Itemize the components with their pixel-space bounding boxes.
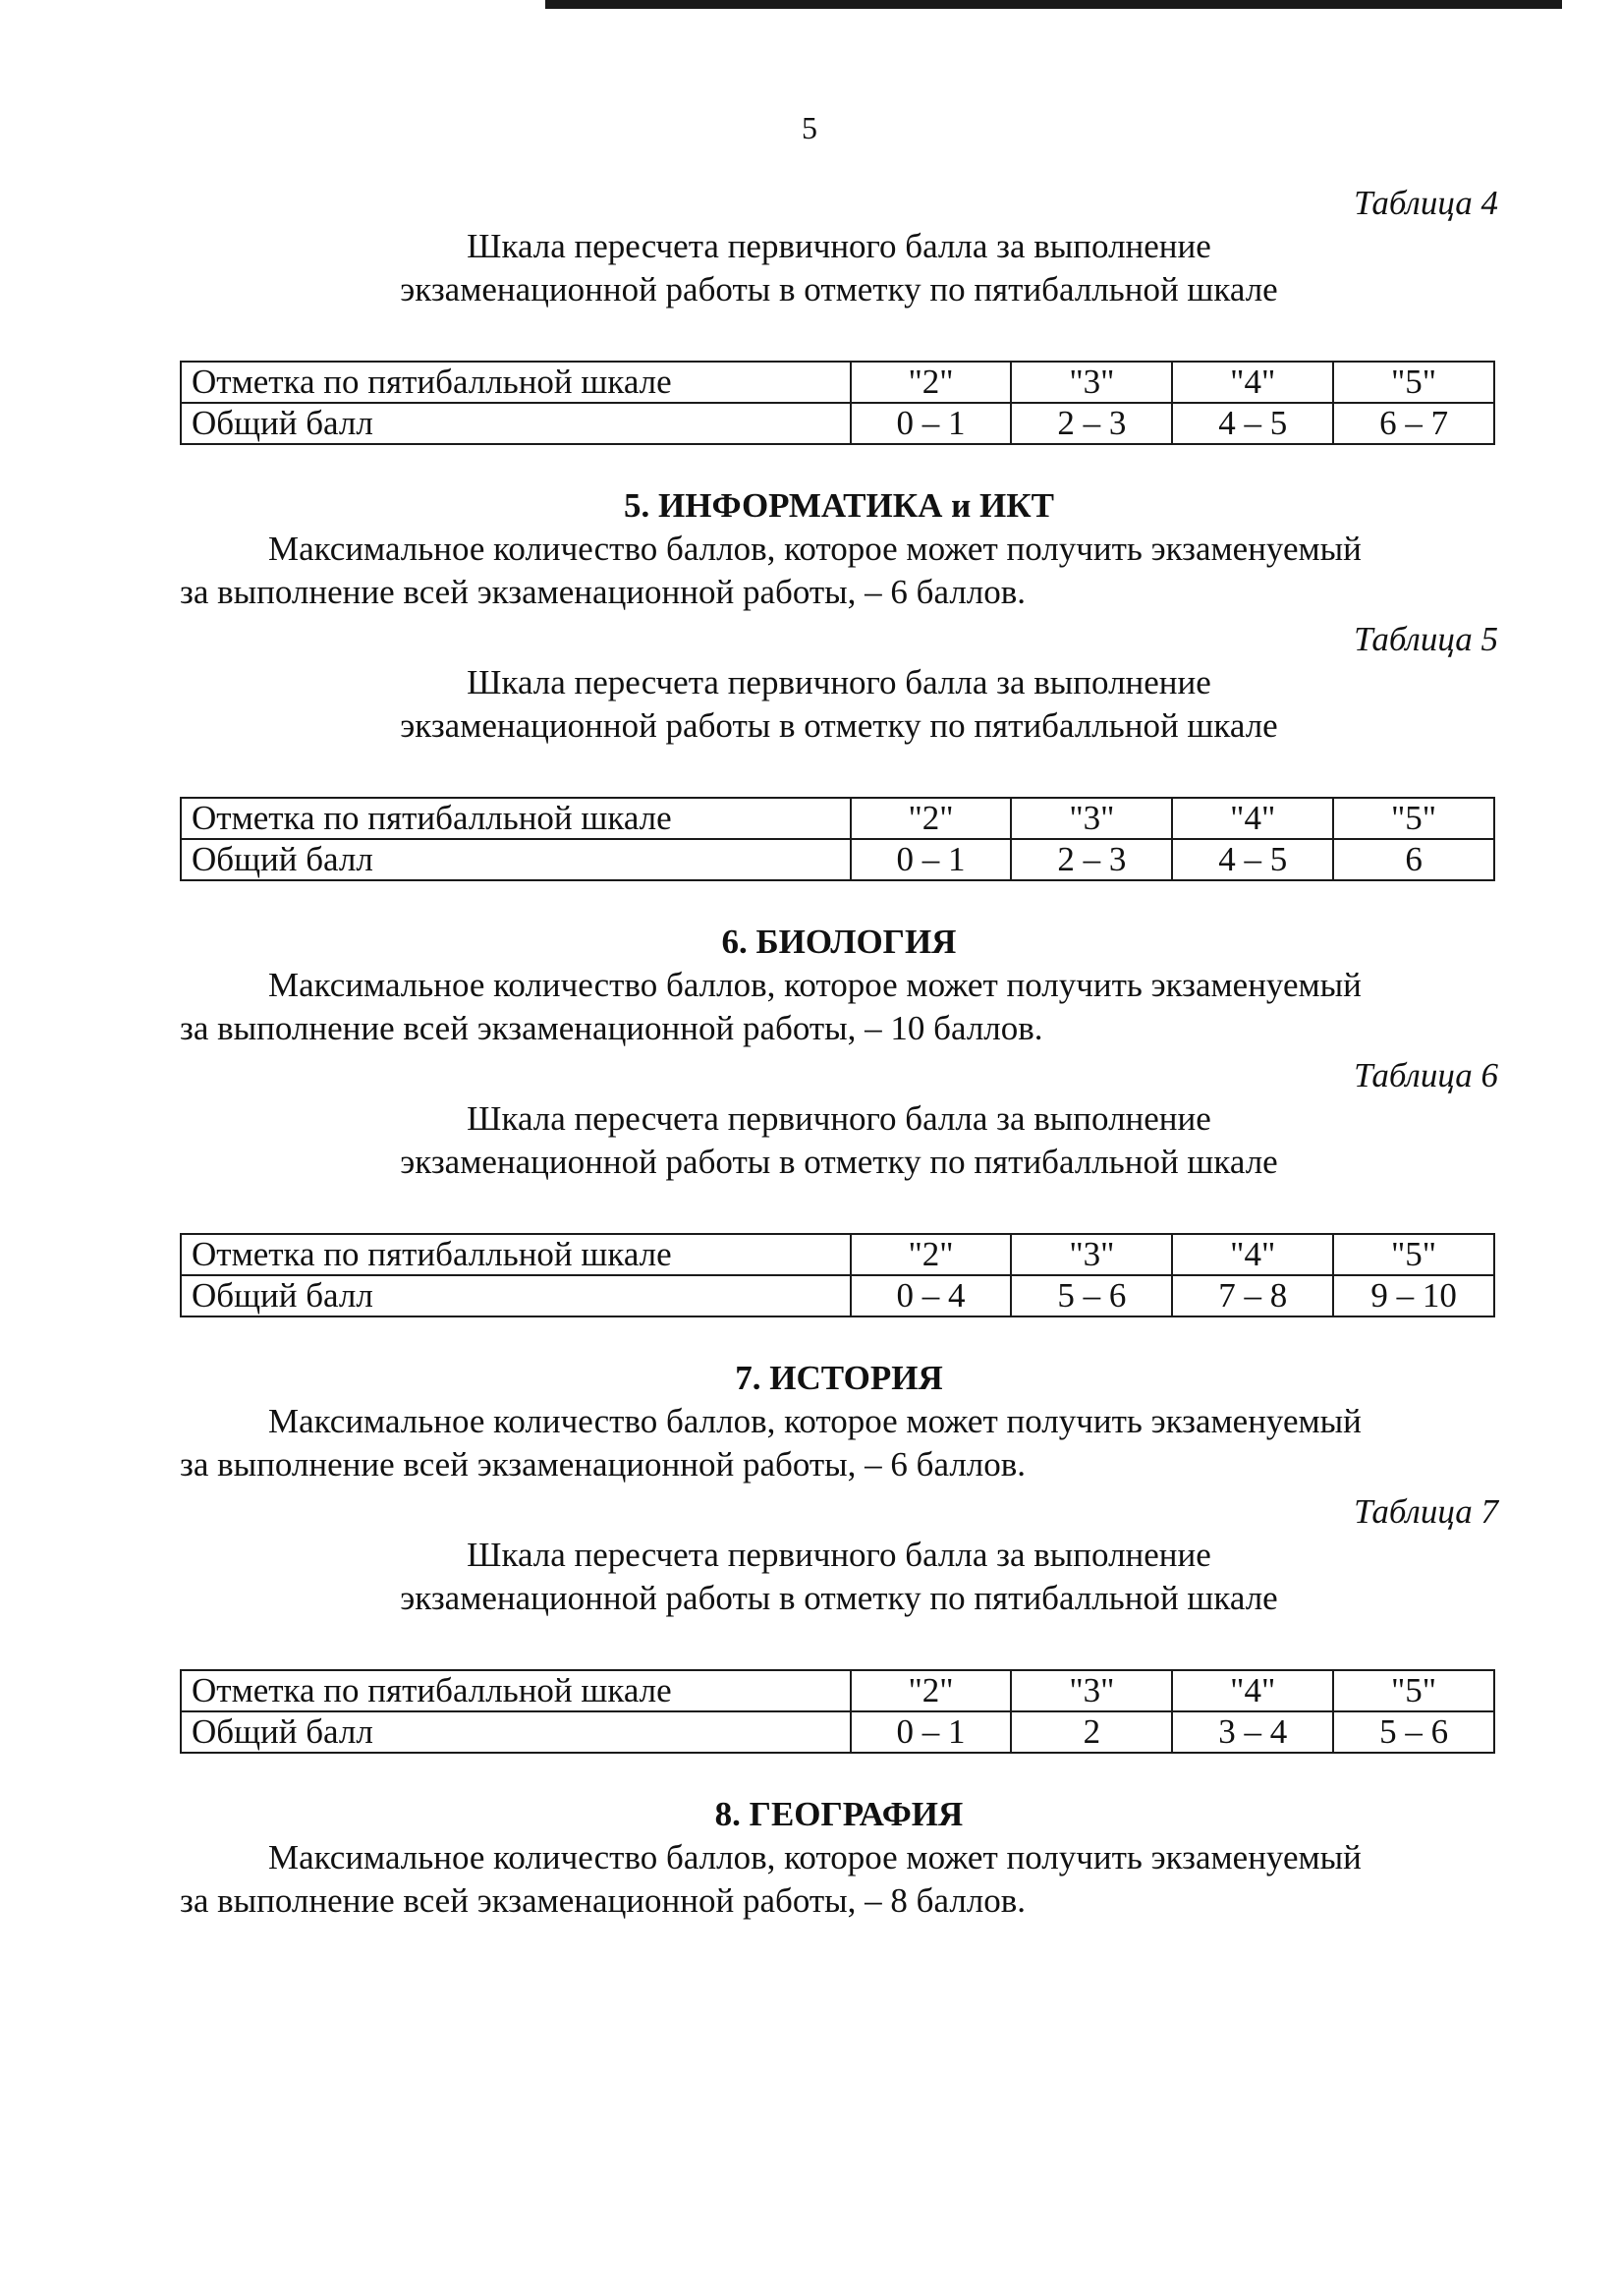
score-grade-5: 6 xyxy=(1333,839,1494,880)
grade-4: "4" xyxy=(1172,1234,1333,1275)
grade-2: "2" xyxy=(851,362,1012,403)
total-score-label: Общий балл xyxy=(181,1711,851,1753)
grade-3: "3" xyxy=(1011,798,1172,839)
scan-top-rule xyxy=(545,0,1562,9)
caption-line-1: Шкала пересчета первичного балла за выполнение xyxy=(467,1099,1211,1138)
page-number: 5 xyxy=(802,110,817,145)
section-8-text xyxy=(180,1836,1498,1923)
section-5-title: 5. ИНФОРМАТИКА и ИКТ xyxy=(624,486,1054,525)
section-7-text xyxy=(180,1400,1498,1486)
caption-line-1: Шкала пересчета первичного балла за выполнение xyxy=(467,663,1211,701)
score-grade-2: 0 – 1 xyxy=(851,1711,1012,1753)
section-6-line-2: за выполнение всей экзаменационной работы, – 10 баллов. xyxy=(180,1009,1043,1047)
document-body xyxy=(180,182,1498,1923)
score-grade-4: 7 – 8 xyxy=(1172,1275,1333,1316)
caption-line-2: экзаменационной работы в отметку по пятибалльной шкале xyxy=(400,706,1278,745)
score-grade-4: 3 – 4 xyxy=(1172,1711,1333,1753)
caption-line-1: Шкала пересчета первичного балла за выполнение xyxy=(467,227,1211,265)
score-grade-2: 0 – 4 xyxy=(851,1275,1012,1316)
grade-3: "3" xyxy=(1011,362,1172,403)
grade-5: "5" xyxy=(1333,362,1494,403)
section-7-title: 7. ИСТОРИЯ xyxy=(735,1359,943,1397)
table-7-label: Таблица 7 xyxy=(1354,1492,1498,1531)
grade-5: "5" xyxy=(1333,1234,1494,1275)
table-row-scores xyxy=(181,403,1494,444)
section-5-line-1: Максимальное количество баллов, которое может получить экзаменуемый xyxy=(268,530,1362,568)
score-grade-3: 2 – 3 xyxy=(1011,403,1172,444)
grade-row-label: Отметка по пятибалльной шкале xyxy=(181,362,851,403)
score-grade-4: 4 – 5 xyxy=(1172,403,1333,444)
table-6 xyxy=(180,1233,1495,1317)
score-grade-5: 6 – 7 xyxy=(1333,403,1494,444)
grade-5: "5" xyxy=(1333,1670,1494,1711)
grade-4: "4" xyxy=(1172,362,1333,403)
grade-3: "3" xyxy=(1011,1234,1172,1275)
grade-2: "2" xyxy=(851,798,1012,839)
table-row-grades xyxy=(181,798,1494,839)
section-5-line-2: за выполнение всей экзаменационной работы, – 6 баллов. xyxy=(180,573,1027,611)
score-grade-2: 0 – 1 xyxy=(851,839,1012,880)
total-score-label: Общий балл xyxy=(181,839,851,880)
grade-3: "3" xyxy=(1011,1670,1172,1711)
table-row-grades xyxy=(181,1670,1494,1711)
table-6-label: Таблица 6 xyxy=(1354,1056,1498,1094)
table-row-scores xyxy=(181,1275,1494,1316)
table-row-grades xyxy=(181,362,1494,403)
table-5-label: Таблица 5 xyxy=(1354,620,1498,658)
score-grade-3: 5 – 6 xyxy=(1011,1275,1172,1316)
caption-line-1: Шкала пересчета первичного балла за выполнение xyxy=(467,1536,1211,1574)
table-5-caption xyxy=(180,661,1498,748)
section-8-line-2: за выполнение всей экзаменационной работы, – 8 баллов. xyxy=(180,1881,1027,1920)
grade-4: "4" xyxy=(1172,798,1333,839)
caption-line-2: экзаменационной работы в отметку по пятибалльной шкале xyxy=(400,270,1278,308)
score-grade-3: 2 – 3 xyxy=(1011,839,1172,880)
grade-row-label: Отметка по пятибалльной шкале xyxy=(181,1234,851,1275)
section-5-text xyxy=(180,528,1498,614)
section-6-text xyxy=(180,964,1498,1050)
grade-2: "2" xyxy=(851,1234,1012,1275)
score-grade-5: 5 – 6 xyxy=(1333,1711,1494,1753)
table-4-label: Таблица 4 xyxy=(1354,184,1498,222)
table-7-caption xyxy=(180,1534,1498,1620)
score-grade-2: 0 – 1 xyxy=(851,403,1012,444)
grade-5: "5" xyxy=(1333,798,1494,839)
section-8-title: 8. ГЕОГРАФИЯ xyxy=(714,1795,964,1833)
section-7-line-1: Максимальное количество баллов, которое может получить экзаменуемый xyxy=(268,1402,1362,1440)
score-grade-3: 2 xyxy=(1011,1711,1172,1753)
grade-row-label: Отметка по пятибалльной шкале xyxy=(181,798,851,839)
section-6-title: 6. БИОЛОГИЯ xyxy=(721,923,957,961)
table-6-caption xyxy=(180,1097,1498,1184)
section-7-line-2: за выполнение всей экзаменационной работы, – 6 баллов. xyxy=(180,1445,1027,1484)
table-5 xyxy=(180,797,1495,881)
table-7 xyxy=(180,1669,1495,1754)
total-score-label: Общий балл xyxy=(181,1275,851,1316)
table-row-scores xyxy=(181,1711,1494,1753)
section-8-line-1: Максимальное количество баллов, которое может получить экзаменуемый xyxy=(268,1838,1362,1876)
caption-line-2: экзаменационной работы в отметку по пятибалльной шкале xyxy=(400,1143,1278,1181)
caption-line-2: экзаменационной работы в отметку по пятибалльной шкале xyxy=(400,1579,1278,1617)
score-grade-4: 4 – 5 xyxy=(1172,839,1333,880)
table-4 xyxy=(180,361,1495,445)
grade-2: "2" xyxy=(851,1670,1012,1711)
total-score-label: Общий балл xyxy=(181,403,851,444)
table-row-scores xyxy=(181,839,1494,880)
score-grade-5: 9 – 10 xyxy=(1333,1275,1494,1316)
table-row-grades xyxy=(181,1234,1494,1275)
section-6-line-1: Максимальное количество баллов, которое может получить экзаменуемый xyxy=(268,966,1362,1004)
grade-row-label: Отметка по пятибалльной шкале xyxy=(181,1670,851,1711)
table-4-caption xyxy=(180,225,1498,311)
grade-4: "4" xyxy=(1172,1670,1333,1711)
